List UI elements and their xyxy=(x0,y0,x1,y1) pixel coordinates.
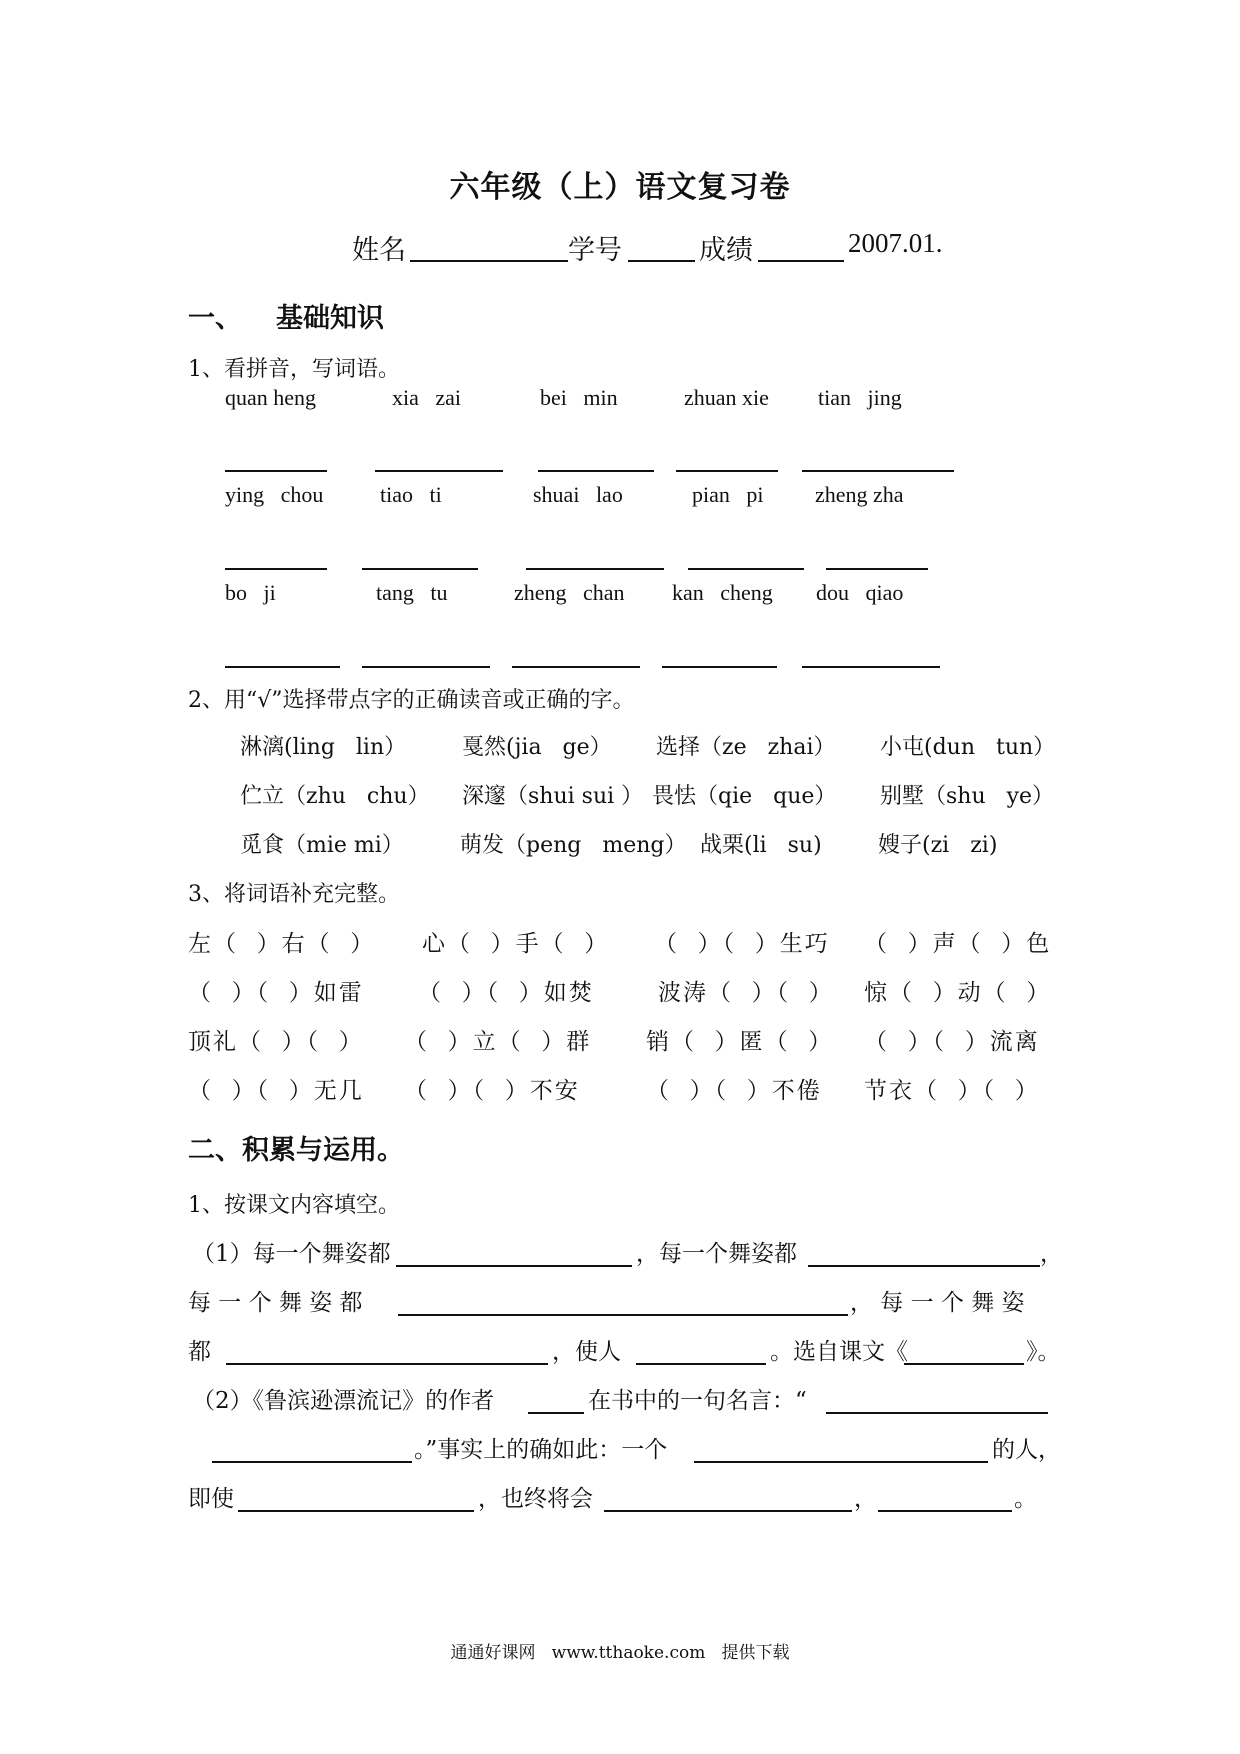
pinyin-item: ying chou xyxy=(225,482,324,507)
pinyin-item: zhuan xie xyxy=(684,385,769,410)
answer-blank[interactable] xyxy=(362,666,490,668)
pinyin-item: tiao ti xyxy=(380,482,442,507)
pinyin-item: dou qiao xyxy=(816,580,904,605)
pinyin-item: tang tu xyxy=(376,580,448,605)
idiom-fill[interactable]: 惊（ ）动（ ） xyxy=(864,980,1052,1006)
idiom-fill[interactable]: （ ）（ ）不安 xyxy=(404,1078,580,1104)
answer-blank[interactable] xyxy=(878,1510,1012,1512)
section1-heading: 基础知识 xyxy=(276,303,384,334)
pinyin-item: xia zai xyxy=(392,385,462,410)
fill-text: 。选自课文《 xyxy=(770,1339,908,1365)
page-title: 六年级（上）语文复习卷 xyxy=(449,170,791,205)
idiom-fill[interactable]: （ ）声（ ）色 xyxy=(864,931,1052,957)
answer-blank[interactable] xyxy=(512,666,640,668)
fill-text: 。”事实上的确如此：一个 xyxy=(414,1437,668,1463)
answer-blank[interactable] xyxy=(694,1461,988,1463)
student-id-label: 学号 xyxy=(568,235,622,266)
idiom-fill[interactable]: （ ）（ ）不倦 xyxy=(646,1078,822,1104)
idiom-fill[interactable]: 心（ ）手（ ） xyxy=(422,931,610,957)
idiom-fill[interactable]: 节衣（ ）（ ） xyxy=(864,1078,1040,1104)
answer-blank[interactable] xyxy=(538,470,654,472)
reading-option[interactable]: 畏怯（qie que） xyxy=(652,784,837,809)
student-id-blank[interactable] xyxy=(628,260,695,262)
idiom-fill[interactable]: （ ）（ ）流离 xyxy=(864,1029,1040,1055)
answer-blank[interactable] xyxy=(225,470,327,472)
reading-option[interactable]: 嫂子(zi zi) xyxy=(878,833,998,858)
pinyin-item: shuai lao xyxy=(533,482,623,507)
answer-blank[interactable] xyxy=(398,1314,848,1316)
q2-prompt: 2、用“√”选择带点字的正确读音或正确的字。 xyxy=(188,688,635,713)
idiom-fill[interactable]: （ ）（ ）如雷 xyxy=(188,980,364,1006)
idiom-fill[interactable]: （ ）立（ ）群 xyxy=(404,1029,592,1055)
reading-option[interactable]: 戛然(jia ge） xyxy=(462,735,612,760)
answer-blank[interactable] xyxy=(604,1510,852,1512)
fill-text: 的人， xyxy=(992,1437,1061,1463)
fill-text: 都 xyxy=(188,1339,211,1365)
pinyin-item: zheng chan xyxy=(514,580,625,605)
pinyin-item: tian jing xyxy=(818,385,902,410)
answer-blank[interactable] xyxy=(375,470,503,472)
fill-text: ，也终将会 xyxy=(478,1486,593,1512)
pinyin-item: quan heng xyxy=(225,385,317,410)
fill-text: 》。 xyxy=(1026,1339,1061,1365)
answer-blank[interactable] xyxy=(225,568,327,570)
pinyin-item: bei min xyxy=(540,385,618,410)
answer-blank[interactable] xyxy=(636,1363,766,1365)
answer-blank[interactable] xyxy=(526,568,664,570)
idiom-fill[interactable]: 左（ ）右（ ） xyxy=(188,931,376,957)
answer-blank[interactable] xyxy=(826,1412,1048,1414)
answer-blank[interactable] xyxy=(662,666,777,668)
fill-text: 即使 xyxy=(188,1486,234,1512)
reading-option[interactable]: 选择（ze zhai） xyxy=(656,735,836,760)
answer-blank[interactable] xyxy=(688,568,804,570)
answer-blank[interactable] xyxy=(802,666,940,668)
fill-text: （2）《鲁滨逊漂流记》的作者 xyxy=(192,1388,495,1414)
idiom-fill[interactable]: （ ）（ ）如焚 xyxy=(418,980,594,1006)
section1-number: 一、 xyxy=(188,303,242,334)
answer-blank[interactable] xyxy=(362,568,478,570)
answer-blank[interactable] xyxy=(676,470,778,472)
answer-blank[interactable] xyxy=(802,470,954,472)
fill-text: ， 每 一 个 舞 姿 xyxy=(850,1290,1025,1316)
pinyin-item: kan cheng xyxy=(672,580,773,605)
answer-blank[interactable] xyxy=(808,1265,1040,1267)
q1-prompt: 1、看拼音，写词语。 xyxy=(188,357,400,382)
section2-heading: 二、积累与运用。 xyxy=(188,1135,404,1166)
name-label: 姓名 xyxy=(352,235,406,266)
fill-text: （1）每一个舞姿都 xyxy=(192,1241,391,1267)
answer-blank[interactable] xyxy=(528,1412,584,1414)
reading-option[interactable]: 伫立（zhu chu） xyxy=(240,784,430,809)
reading-option[interactable]: 深邃（shui sui ） xyxy=(462,784,644,809)
answer-blank[interactable] xyxy=(225,666,340,668)
pinyin-item: bo ji xyxy=(225,580,276,605)
fill-text: ，使人 xyxy=(552,1339,621,1365)
score-label: 成绩 xyxy=(699,235,753,266)
answer-blank[interactable] xyxy=(904,1363,1024,1365)
reading-option[interactable]: 小屯(dun tun） xyxy=(880,735,1056,760)
s2-q1-prompt: 1、按课文内容填空。 xyxy=(188,1193,400,1218)
reading-option[interactable]: 淋漓(ling lin） xyxy=(240,735,407,760)
score-blank[interactable] xyxy=(758,260,844,262)
reading-option[interactable]: 萌发（peng meng） xyxy=(460,833,687,858)
answer-blank[interactable] xyxy=(396,1265,632,1267)
answer-blank[interactable] xyxy=(826,568,928,570)
reading-option[interactable]: 觅食（mie mi） xyxy=(240,833,404,858)
fill-text: ，每一个舞姿都 xyxy=(636,1241,797,1267)
fill-text: ， xyxy=(1040,1241,1063,1267)
pinyin-item: zheng zha xyxy=(815,482,904,507)
answer-blank[interactable] xyxy=(238,1510,474,1512)
footer-watermark: 通通好课网 www.tthaoke.com 提供下载 xyxy=(450,1643,790,1663)
fill-text: 每 一 个 舞 姿 都 xyxy=(188,1290,363,1316)
name-blank[interactable] xyxy=(410,260,568,262)
fill-text: 。 xyxy=(1014,1486,1037,1512)
idiom-fill[interactable]: （ ）（ ）生巧 xyxy=(654,931,830,957)
idiom-fill[interactable]: （ ）（ ）无几 xyxy=(188,1078,364,1104)
exam-date: 2007.01. xyxy=(848,228,943,258)
idiom-fill[interactable]: 波涛（ ）（ ） xyxy=(658,980,834,1006)
answer-blank[interactable] xyxy=(212,1461,412,1463)
answer-blank[interactable] xyxy=(226,1363,548,1365)
idiom-fill[interactable]: 顶礼（ ）（ ） xyxy=(188,1029,364,1055)
q3-prompt: 3、将词语补充完整。 xyxy=(188,882,400,907)
fill-text: 在书中的一句名言：“ xyxy=(588,1388,807,1414)
reading-option[interactable]: 战栗(li su) xyxy=(700,833,822,858)
pinyin-item: pian pi xyxy=(692,482,764,507)
fill-text: ， xyxy=(854,1486,877,1512)
reading-option[interactable]: 别墅（shu ye） xyxy=(880,784,1055,809)
idiom-fill[interactable]: 销（ ）匿（ ） xyxy=(646,1029,834,1055)
